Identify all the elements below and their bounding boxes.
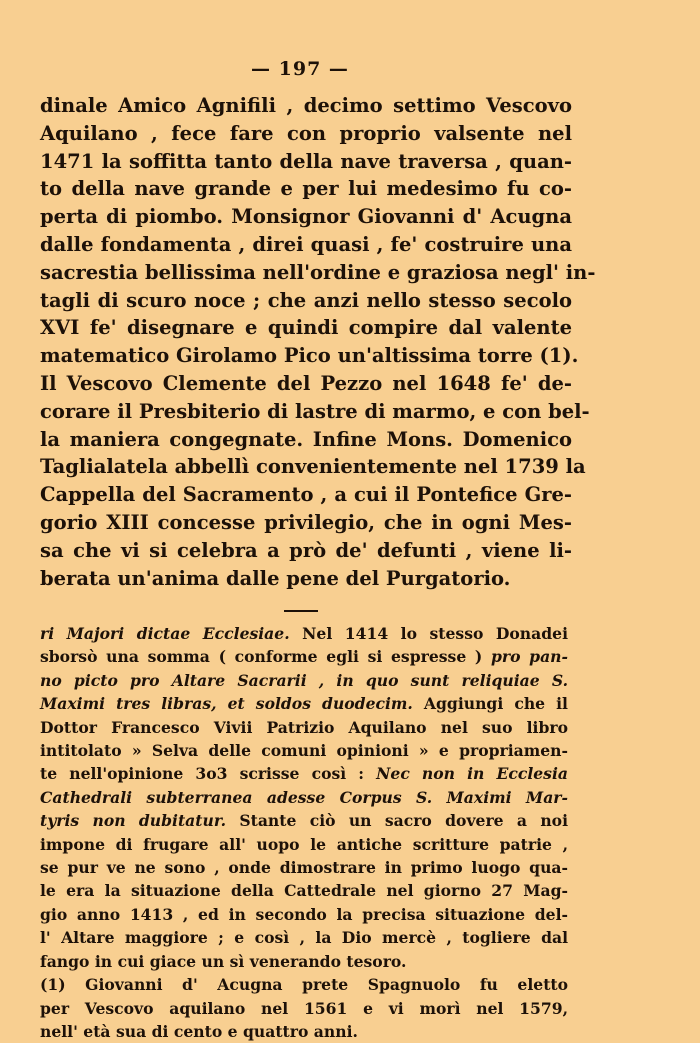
text-segment: intitolato » Selva delle comuni opinioni » e propriamen-: [40, 741, 568, 761]
text-segment: gio anno 1413 , ed in secondo la precisa situazione del-: [40, 904, 568, 924]
text-segment: (1) Giovanni d' Acugna prete Spagnuolo fu eletto: [40, 975, 568, 995]
text-segment: per Vescovo aquilano nel 1561 e vi morì nel 1579,: [40, 998, 568, 1018]
text-segment: nell' età sua di cento e quattro anni.: [40, 1021, 358, 1041]
italic-segment: Nec non in Ecclesia: [376, 764, 568, 784]
footnote-line: [40, 716, 568, 739]
main-text: [40, 92, 596, 592]
footnote-line: [40, 879, 568, 902]
text-line: XVI fe' disegnare e quindi compire dal valente: [40, 316, 572, 340]
footnote-line: [40, 950, 568, 973]
text-line: la maniera congegnate. Infine Mons. Domenico: [40, 427, 572, 451]
footnote-line: [40, 833, 568, 856]
italic-segment: ri Majori dictae Ecclesiae.: [40, 624, 290, 643]
text-segment: Aggiungi che il: [412, 694, 568, 714]
text-line: dinale Amico Agnifili , decimo settimo Vescovo: [40, 94, 572, 117]
text-line: sacrestia bellissima nell'ordine e graziosa negl' in-: [40, 260, 596, 284]
footnote-line: [40, 973, 568, 996]
text-line: gorio XIII concesse privilegio, che in ogni Mes-: [40, 510, 572, 534]
text-line: sa che vi si celebra a prò de' defunti , viene li-: [40, 538, 572, 562]
text-segment: l' Altare maggiore ; e così , la Dio mercè , togliere dal: [40, 928, 568, 948]
text-line: Il Vescovo Clemente del Pezzo nel 1648 fe' de-: [40, 371, 572, 395]
footnote-line: [40, 856, 568, 879]
text-line: berata un'anima dalle pene del Purgatorio.: [40, 566, 511, 590]
footnote-line: [40, 997, 568, 1020]
text-segment: fango in cui giace un sì venerando tesoro.: [40, 951, 407, 971]
footnote-separator: [284, 610, 318, 612]
italic-segment: no picto pro Altare Sacrarii , in quo sunt reliquiae S.: [40, 670, 568, 690]
footnote-line: [40, 739, 568, 762]
text-segment: Stante ciò un sacro dovere a noi: [226, 811, 568, 831]
italic-segment: Cathedrali subterranea adesse Corpus S. Maximi Mar-: [40, 787, 568, 807]
text-line: Aquilano , fece fare con proprio valsente nel: [40, 121, 572, 145]
text-line: corare il Presbiterio di lastre di marmo, e con bel-: [40, 399, 590, 423]
text-segment: Nel 1414 lo stesso Donadei: [289, 624, 569, 643]
text-segment: te nell'opinione 3o3 scrisse così :: [40, 764, 377, 784]
footnote-line: [40, 622, 568, 645]
footnote-line: [40, 645, 568, 668]
text-segment: se pur ve ne sono , onde dimostrare in primo luogo qua-: [40, 858, 568, 878]
text-segment: Dottor Francesco Vivii Patrizio Aquilano nel suo libro: [40, 717, 568, 737]
italic-segment: pro pan-: [490, 647, 568, 667]
text-line: Cappella del Sacramento , a cui il Pontefice Gre-: [40, 483, 572, 507]
footnote-line: [40, 692, 568, 715]
footnotes: [40, 622, 568, 1043]
italic-segment: Maximi tres libras, et soldos duodecim.: [40, 694, 413, 714]
text-line: dalle fondamenta , direi quasi , fe' costruire una: [40, 232, 572, 256]
footnote-line: [40, 903, 568, 926]
text-line: matematico Girolamo Pico un'altissima torre (1).: [40, 344, 579, 368]
footnote-line: [40, 809, 568, 832]
footnote-line: [40, 786, 568, 809]
text-line: 1471 la soffitta tanto della nave traversa , quan-: [40, 149, 572, 173]
page-number: — 197 —: [251, 58, 349, 80]
text-line: perta di piombo. Monsignor Giovanni d' Acugna: [40, 205, 572, 229]
footnote-line: [40, 926, 568, 949]
text-line: to della nave grande e per lui medesimo fu co-: [40, 177, 572, 201]
footnote-line: [40, 762, 568, 785]
text-line: Taglialatela abbellì convenientemente nel 1739 la: [40, 455, 586, 479]
text-line: tagli di scuro noce ; che anzi nello stesso secolo: [40, 288, 572, 312]
text-segment: le era la situazione della Cattedrale nel giorno 27 Mag-: [40, 881, 568, 901]
text-segment: sborsò una somma ( conforme egli si espresse ): [40, 647, 491, 667]
italic-segment: tyris non dubitatur.: [40, 811, 227, 831]
footnote-line: [40, 669, 568, 692]
text-segment: impone di frugare all' uopo le antiche scritture patrie ,: [40, 834, 568, 854]
